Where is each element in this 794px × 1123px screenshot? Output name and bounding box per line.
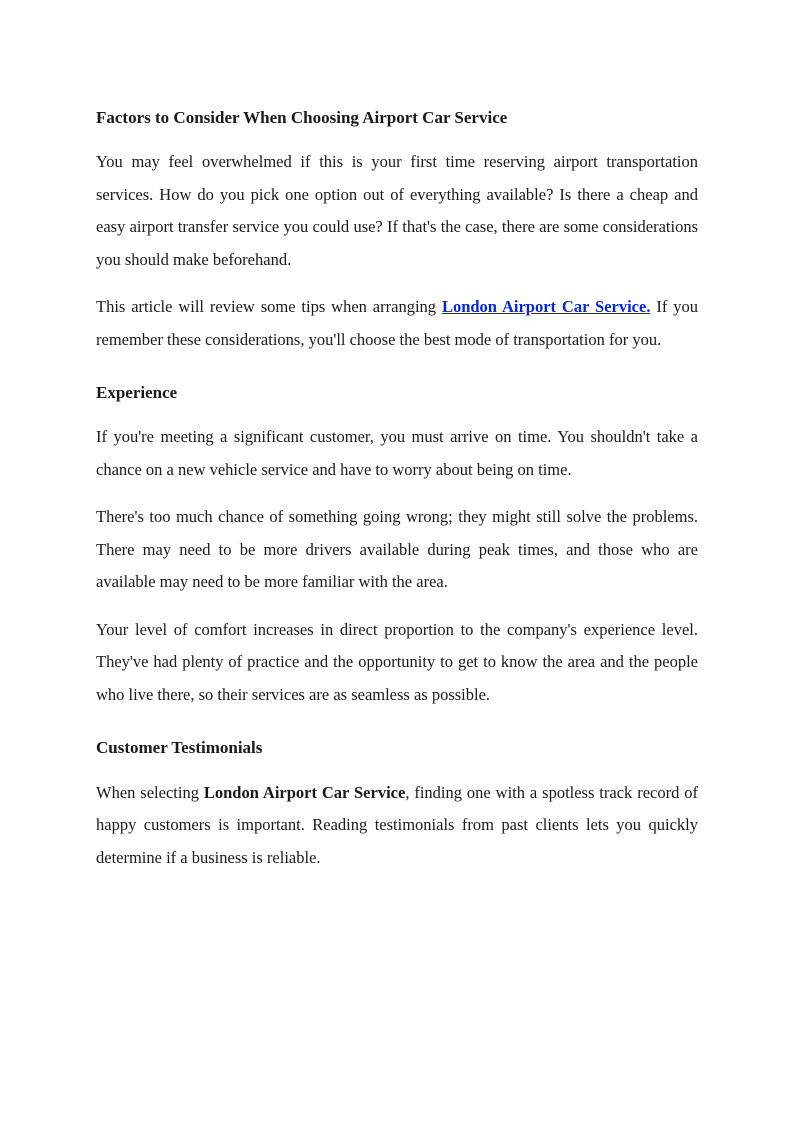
paragraph — [96, 777, 698, 875]
text-run: If you're meeting a significant customer, you must arrive on time. You shouldn't take a chance on a new vehicle service and have to worry about being on time. — [96, 427, 698, 479]
text-run: If you remember these considerations, you'll choose the best mode of transportation for you. — [96, 297, 698, 349]
bold-text-run: Experience — [96, 383, 178, 403]
text-run: There's too much chance of something going wrong; they might still solve the problems. There may need to be more drivers available during peak times, and those who are available may need to be more familiar with the area. — [96, 507, 698, 592]
bold-text-run: Factors to Consider When Choosing Airport Car Service — [96, 108, 508, 127]
paragraph — [96, 501, 698, 599]
section-heading — [96, 104, 698, 131]
section-heading — [96, 379, 698, 406]
paragraph — [96, 146, 698, 276]
paragraph — [96, 614, 698, 712]
text-run: , finding one with a spotless track record of happy customers is important. Reading testimonials from past clients lets you quickly determine if a business is reliable. — [96, 782, 698, 867]
section-heading — [96, 734, 698, 761]
text-run: Your level of comfort increases in direct proportion to the company's experience level. They've had plenty of practice and the opportunity to get to know the area and the people who live there, so their services are as seamless as possible. — [96, 619, 698, 704]
text-run: When selecting — [96, 782, 204, 802]
hyperlink-london-airport-car-service[interactable]: London Airport Car Service. — [441, 297, 651, 317]
text-run: You may feel overwhelmed if this is your first time reserving airport transportation services. How do you pick one option out of everything available? Is there a cheap and easy airport transfer service you could use? If that's the case, there are some considerations you should make beforehand. — [96, 152, 698, 269]
paragraph — [96, 291, 698, 356]
bold-text-run: Customer Testimonials — [96, 738, 263, 758]
bold-text-run: London Airport Car Service — [203, 782, 406, 802]
paragraph — [96, 421, 698, 486]
text-run: This article will review some tips when arranging — [96, 297, 442, 317]
